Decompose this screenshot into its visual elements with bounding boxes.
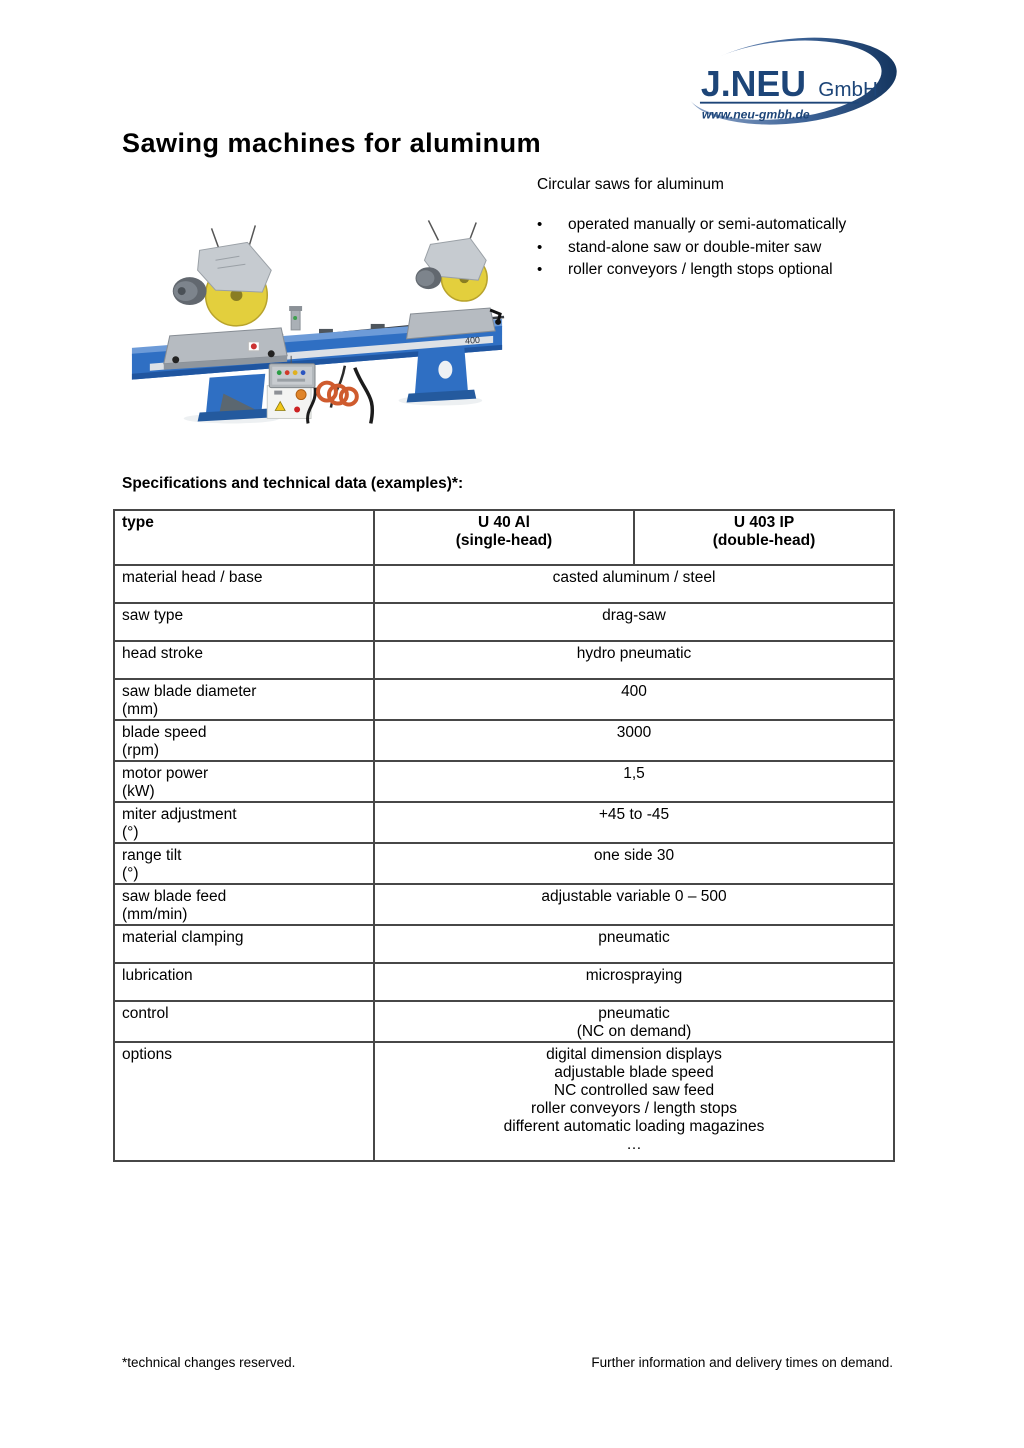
feature-text: stand-alone saw or double-miter saw [568,238,822,256]
spec-row-label: lubrication [114,963,374,1001]
beam-model-badge: 400 [464,334,481,346]
logo-url: www.neu-gmbh.de [701,107,810,122]
feature-list [537,214,937,282]
page-title: Sawing machines for aluminum [122,128,542,158]
spec-row-value: pneumatic (NC on demand) [374,1001,894,1042]
feature-text: operated manually or semi-automatically [568,216,847,233]
feature-text: roller conveyors / length stops optional [568,261,833,278]
spec-row-value: drag-saw [374,603,894,641]
intro-section [537,176,937,282]
logo-brand-text: J.NEU [700,64,806,105]
model-name: U 403 IP [733,514,795,531]
spec-row-value: casted aluminum / steel [374,565,894,603]
spec-row [114,679,894,720]
spec-col-u403ip [634,510,894,565]
spec-row-value: digital dimension displays adjustable blade speed NC controlled saw feed roller conveyors / length stops different automatic loading magazines … [374,1042,894,1161]
spec-row-label: saw blade feed (mm/min) [114,884,374,925]
spec-row-value: 400 [374,679,894,720]
spec-row-value: 3000 [374,720,894,761]
model-variant: (double-head) [712,532,816,549]
control-panel [267,386,311,419]
intro-heading: Circular saws for aluminum [537,176,724,193]
feature-item [537,259,937,282]
spec-row [114,603,894,641]
spec-table-body [114,565,894,1161]
double-miter-saw-illustration [120,198,518,426]
logo-suffix-text: GmbH [818,78,878,102]
spec-row-label: miter adjustment (°) [114,802,374,843]
spec-row [114,565,894,603]
spec-row-label: control [114,1001,374,1042]
spec-row [114,925,894,963]
spec-header-row [114,510,894,565]
spec-row [114,843,894,884]
spec-row-value: +45 to -45 [374,802,894,843]
spec-row-label: material head / base [114,565,374,603]
footer-note-right: Further information and delivery times on demand. [591,1355,893,1370]
footer-note-left: *technical changes reserved. [122,1355,296,1370]
spec-row-value: one side 30 [374,843,894,884]
machine-photo [120,198,518,426]
spec-row [114,761,894,802]
spec-row-label: blade speed (rpm) [114,720,374,761]
company-logo [684,36,900,128]
spec-row-label: motor power (kW) [114,761,374,802]
model-variant: (single-head) [455,532,553,549]
model-name: U 40 Al [478,514,530,531]
spec-row-value: pneumatic [374,925,894,963]
spec-row-label: saw blade diameter (mm) [114,679,374,720]
spec-row [114,641,894,679]
bullet-icon [537,259,568,282]
feature-item [537,214,937,237]
spec-row-value: 1,5 [374,761,894,802]
spec-row-label: range tilt (°) [114,843,374,884]
spec-row [114,802,894,843]
spec-col-u40al [374,510,634,565]
spec-row-value: hydro pneumatic [374,641,894,679]
bullet-icon [537,214,568,237]
spec-row-label: material clamping [114,925,374,963]
spec-table [113,509,895,1162]
spec-row-value: adjustable variable 0 – 500 [374,884,894,925]
spec-row [114,1042,894,1161]
spec-row-value: microspraying [374,963,894,1001]
spec-row [114,1001,894,1042]
logo-graphic [684,36,900,130]
bullet-icon [537,237,568,260]
feature-item [537,237,937,260]
spec-row [114,963,894,1001]
spec-row [114,884,894,925]
spec-row-label: options [114,1042,374,1161]
spec-row-label: saw type [114,603,374,641]
spec-row-label: head stroke [114,641,374,679]
spec-heading: Specifications and technical data (examples)*: [122,475,464,492]
spec-row [114,720,894,761]
spec-col-type: type [114,510,374,565]
